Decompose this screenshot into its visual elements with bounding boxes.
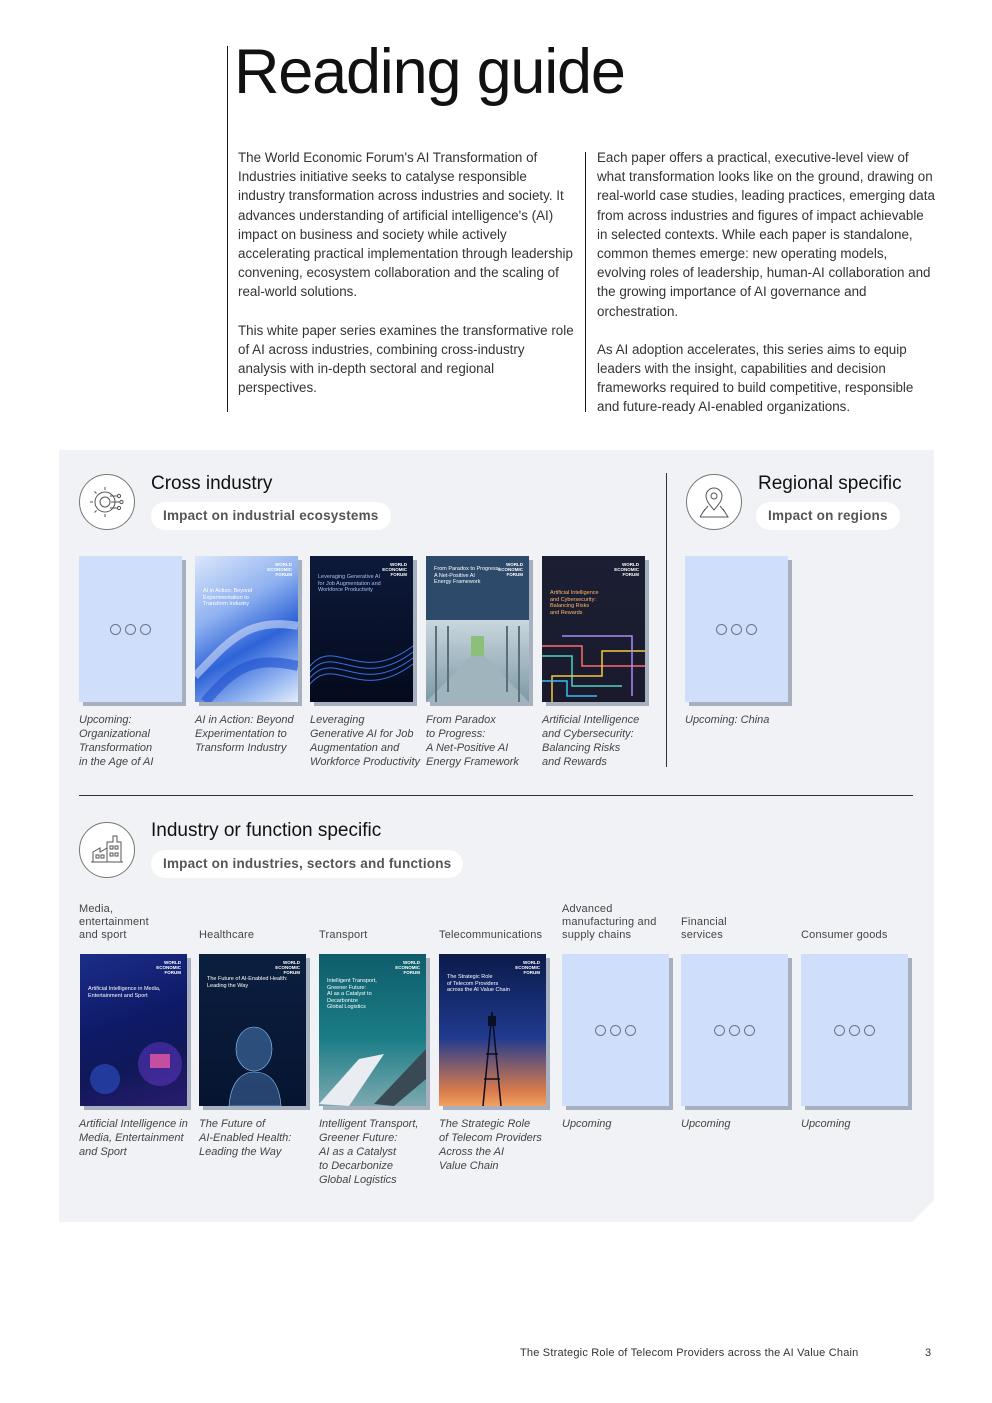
- section-horizontal-rule: [79, 795, 913, 796]
- cover-title: Artificial Intelligence in Media, Entertainment and Sport: [88, 986, 161, 999]
- cover-upcoming-consumer-goods[interactable]: [801, 954, 908, 1106]
- cover-upcoming-org-transformation[interactable]: [79, 556, 182, 702]
- plane-and-ship-graphic: [319, 954, 426, 1106]
- cover-title: Leveraging Generative AI for Job Augmentation and Workforce Productivity: [318, 574, 381, 593]
- wef-logo: WORLD ECONOMIC FORUM: [156, 960, 181, 975]
- intro-column-left: [238, 148, 576, 416]
- abstract-wave-graphic: [195, 556, 298, 702]
- cover-ai-in-media[interactable]: [80, 954, 187, 1106]
- circuit-lines-graphic: [542, 556, 645, 702]
- regional-pill: Impact on regions: [756, 502, 900, 530]
- industry-pill: Impact on industries, sectors and functions: [151, 850, 463, 878]
- caption-upcoming-china[interactable]: Upcoming: China: [685, 714, 770, 726]
- intro-right-paragraph-2: As AI adoption accelerates, this series aims to equip leaders with the insight, capabilities and decision frameworks required to build competitive, responsible and future-ready AI-enabled organizations.: [597, 341, 914, 415]
- intro-column-right: [597, 148, 937, 436]
- footer-document-title: The Strategic Role of Telecom Providers across the AI Value Chain: [520, 1347, 859, 1359]
- cover-strategic-role-telecom[interactable]: [439, 954, 546, 1106]
- cover-title: AI in Action: Beyond Experimentation to Transform Industry: [203, 588, 253, 607]
- column-rule: [585, 152, 586, 412]
- caption-ai-in-action[interactable]: AI in Action: Beyond Experimentation to Transform Industry: [195, 714, 294, 754]
- cover-from-paradox-to-progress[interactable]: [426, 556, 529, 702]
- caption-upcoming-advanced-manufacturing[interactable]: Upcoming: [562, 1118, 612, 1130]
- cover-ai-and-cybersecurity[interactable]: [542, 556, 645, 702]
- intro-left-paragraph-2: This white paper series examines the transformative role of AI across industries, combining cross-industry analysis with in-depth sectoral and regional perspectives.: [238, 322, 574, 396]
- wave-lines-graphic: [310, 556, 413, 702]
- cover-title: The Future of AI-Enabled Health: Leading the Way: [207, 976, 288, 989]
- category-label-consumer-goods: Consumer goods: [801, 929, 888, 941]
- intro-left-paragraph-1: The World Economic Forum's AI Transformation of Industries initiative seeks to catalyse responsible industry transformation across industries and society. It advances understanding of artificial intelligence's (AI) impact on business and society while actively accelerating practical implementation through leadership convening, ecosystem collaboration and the scaling of real-world solutions.: [238, 150, 573, 300]
- industry-title: Industry or function specific: [151, 820, 382, 841]
- footer-page-number: 3: [925, 1347, 932, 1359]
- caption-ai-and-cybersecurity[interactable]: Artificial Intelligence and Cybersecurity: Balancing Risks and Rewards: [542, 714, 640, 768]
- placeholder-dots-icon: [834, 1025, 875, 1036]
- regional-title: Regional specific: [758, 473, 902, 494]
- stage-lights-graphic: [80, 954, 187, 1106]
- wef-logo: WORLD ECONOMIC FORUM: [614, 562, 639, 577]
- cover-ai-in-action[interactable]: [195, 556, 298, 702]
- wef-logo: WORLD ECONOMIC FORUM: [267, 562, 292, 577]
- caption-from-paradox-to-progress[interactable]: From Paradox to Progress: A Net-Positive AI Energy Framework: [426, 714, 519, 768]
- intro-right-paragraph-1: Each paper offers a practical, executive-level view of what transformation looks like on the ground, drawing on real-world case studies, leading practices, emerging data from across industries and figures of impact achievable in selected contexts. While each paper is standalone, common themes emerge: new operating models, evolving roles of leadership, human-AI collaboration and the growing importance of AI governance and orchestration.: [597, 150, 935, 319]
- cross-industry-title: Cross industry: [151, 473, 273, 494]
- caption-leveraging-genai[interactable]: Leveraging Generative AI for Job Augmentation and Workforce Productivity: [310, 714, 421, 768]
- wef-logo: WORLD ECONOMIC FORUM: [395, 960, 420, 975]
- title-rule: [227, 46, 228, 412]
- cover-leveraging-genai[interactable]: [310, 556, 413, 702]
- caption-intelligent-transport[interactable]: Intelligent Transport, Greener Future: AI as a Catalyst to Decarbonize Global Logistics: [319, 1118, 419, 1186]
- caption-future-of-ai-health[interactable]: The Future of AI-Enabled Health: Leading the Way: [199, 1118, 292, 1158]
- page-title: Reading guide: [234, 37, 625, 107]
- cover-upcoming-china[interactable]: [685, 556, 788, 702]
- category-label-media: Media, entertainment and sport: [79, 903, 149, 941]
- placeholder-dots-icon: [714, 1025, 755, 1036]
- placeholder-dots-icon: [595, 1025, 636, 1036]
- corridor-graphic: [426, 556, 529, 702]
- gear-circuit-icon: [79, 474, 135, 530]
- cell-tower-graphic: [439, 954, 546, 1106]
- cover-intelligent-transport[interactable]: [319, 954, 426, 1106]
- digital-human-graphic: [199, 954, 306, 1106]
- category-label-financial-services: Financial services: [681, 916, 727, 941]
- cover-title: From Paradox to Progress: A Net-Positive AI Energy Framework: [434, 566, 501, 585]
- category-label-telecommunications: Telecommunications: [439, 929, 543, 941]
- placeholder-dots-icon: [716, 624, 757, 635]
- placeholder-dots-icon: [110, 624, 151, 635]
- category-label-transport: Transport: [319, 929, 368, 941]
- cover-future-of-ai-health[interactable]: [199, 954, 306, 1106]
- caption-upcoming-consumer-goods[interactable]: Upcoming: [801, 1118, 851, 1130]
- factory-icon: [79, 822, 135, 878]
- wef-logo: WORLD ECONOMIC FORUM: [275, 960, 300, 975]
- caption-upcoming-financial-services[interactable]: Upcoming: [681, 1118, 731, 1130]
- cover-upcoming-advanced-manufacturing[interactable]: [562, 954, 669, 1106]
- section-vertical-rule: [666, 473, 667, 767]
- cover-title: The Strategic Role of Telecom Providers across the AI Value Chain: [447, 974, 510, 993]
- category-label-healthcare: Healthcare: [199, 929, 255, 941]
- map-pin-icon: [686, 474, 742, 530]
- caption-ai-in-media[interactable]: Artificial Intelligence in Media, Entertainment and Sport: [79, 1118, 188, 1158]
- category-label-advanced-manufacturing: Advanced manufacturing and supply chains: [562, 903, 657, 941]
- cross-industry-pill: Impact on industrial ecosystems: [151, 502, 391, 530]
- caption-strategic-role-telecom[interactable]: The Strategic Role of Telecom Providers Across the AI Value Chain: [439, 1118, 542, 1172]
- cover-upcoming-financial-services[interactable]: [681, 954, 788, 1106]
- cover-title: Intelligent Transport, Greener Future: AI as a Catalyst to Decarbonize Global Logistics: [327, 978, 377, 1010]
- wef-logo: WORLD ECONOMIC FORUM: [515, 960, 540, 975]
- caption-upcoming-org-transformation[interactable]: Upcoming: Organizational Transformation in the Age of AI: [79, 714, 154, 768]
- cover-title: Artificial Intelligence and Cybersecurity: Balancing Risks and Rewards: [550, 590, 599, 616]
- wef-logo: WORLD ECONOMIC FORUM: [498, 562, 523, 577]
- wef-logo: WORLD ECONOMIC FORUM: [382, 562, 407, 577]
